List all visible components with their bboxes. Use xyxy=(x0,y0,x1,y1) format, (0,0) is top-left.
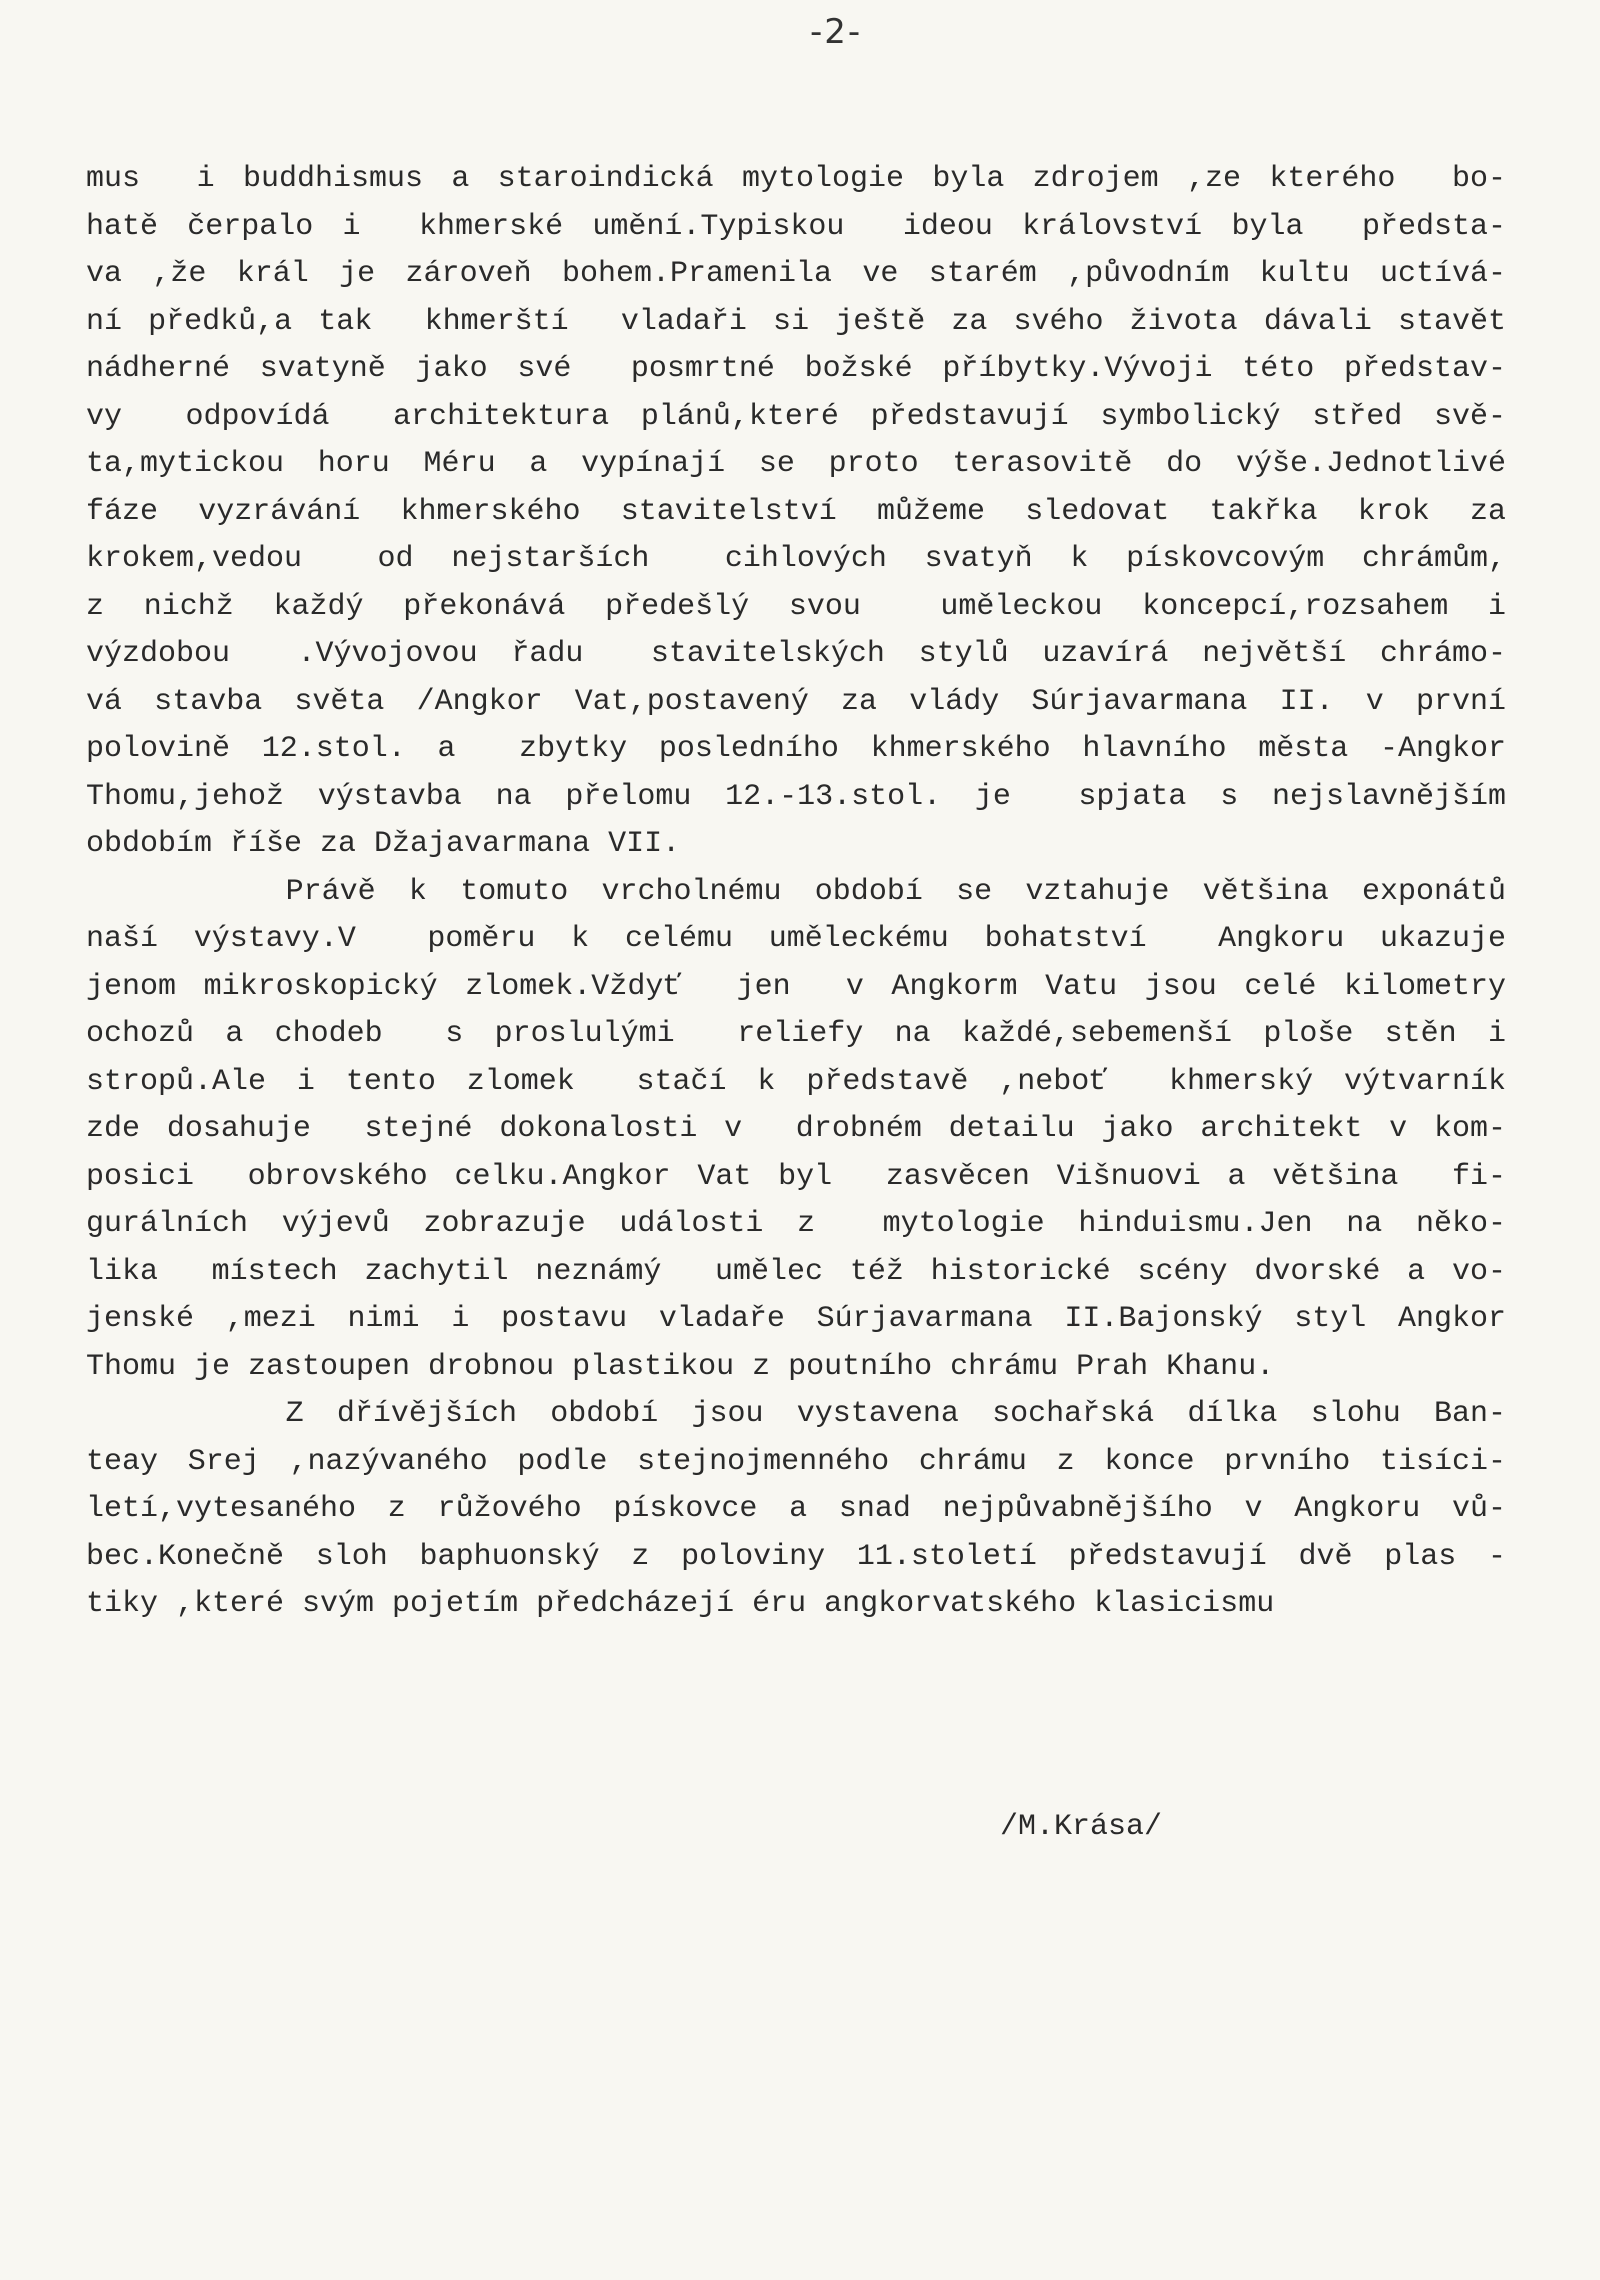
text-line: Thomu je zastoupen drobnou plastikou z poutního chrámu Prah Khanu. xyxy=(86,1349,1275,1384)
text-line: hatě čerpalo i khmerské umění.Typiskou ideou království byla předsta- xyxy=(86,209,1506,244)
text-line: nádherné svatyně jako své posmrtné božské příbytky.Vývoji této představ- xyxy=(86,352,1506,386)
text-line: krokem,vedou od nejstarších cihlových svatyň k pískovcovým chrámům, xyxy=(86,542,1506,576)
text-line: jenom mikroskopický zlomek.Vždyť jen v Angkorm Vatu jsou celé kilometry xyxy=(86,969,1506,1004)
text-line: gurálních výjevů zobrazuje události z mytologie hinduismu.Jen na něko- xyxy=(86,1207,1506,1241)
body-text xyxy=(86,156,1506,1629)
text-line: vy odpovídá architektura plánů,které představují symbolický střed svě- xyxy=(86,399,1506,434)
text-line: naší výstavy.V poměru k celému uměleckému bohatství Angkoru ukazuje xyxy=(86,922,1506,956)
author-signature: /M.Krása/ xyxy=(1000,1810,1163,1844)
text-line: va ,že král je zároveň bohem.Pramenila ve starém ,původním kultu uctívá- xyxy=(86,257,1506,291)
text-line: Z dřívějších období jsou vystavena sochařská dílka slohu Ban- xyxy=(86,1397,1506,1431)
text-line: ní předků,a tak khmerští vladaři si ještě za svého života dávali stavět xyxy=(86,304,1506,339)
text-line: výzdobou .Vývojovou řadu stavitelských stylů uzavírá největší chrámo- xyxy=(86,637,1506,671)
text-line: tiky ,které svým pojetím předcházejí éru angkorvatského klasicismu xyxy=(86,1587,1275,1621)
text-line: stropů.Ale i tento zlomek stačí k představě ,neboť khmerský výtvarník xyxy=(86,1064,1506,1099)
page-number: -2- xyxy=(810,12,863,52)
text-line: jenské ,mezi nimi i postavu vladaře Súrjavarmana II.Bajonský styl Angkor xyxy=(86,1302,1506,1336)
text-line: obdobím říše za Džajavarmana VII. xyxy=(86,827,681,861)
text-line: posici obrovského celku.Angkor Vat byl zasvěcen Višnuovi a většina fi- xyxy=(86,1159,1506,1194)
text-line: Thomu,jehož výstavba na přelomu 12.-13.stol. je spjata s nejslavnějším xyxy=(86,779,1506,814)
text-line: teay Srej ,nazývaného podle stejnojmenného chrámu z konce prvního tisíci- xyxy=(86,1444,1506,1479)
text-line: letí,vytesaného z růžového pískovce a snad nejpůvabnějšího v Angkoru vů- xyxy=(86,1492,1506,1526)
text-line: bec.Konečně sloh baphuonský z poloviny 11.století představují dvě plas - xyxy=(86,1539,1506,1574)
text-line: ta,mytickou horu Méru a vypínají se proto terasovitě do výše.Jednotlivé xyxy=(86,447,1506,481)
text-line: z nichž každý překonává předešlý svou uměleckou koncepcí,rozsahem i xyxy=(86,589,1506,624)
text-line: polovině 12.stol. a zbytky posledního khmerského hlavního města -Angkor xyxy=(86,732,1506,766)
text-line: ochozů a chodeb s proslulými reliefy na každé,sebemenší ploše stěn i xyxy=(86,1017,1506,1051)
text-line: Právě k tomuto vrcholnému období se vztahuje většina exponátů xyxy=(86,874,1506,909)
text-line: mus i buddhismus a staroindická mytologie byla zdrojem ,ze kterého bo- xyxy=(86,162,1506,196)
text-line: vá stavba světa /Angkor Vat,postavený za vlády Súrjavarmana II. v první xyxy=(86,684,1506,719)
text-line: fáze vyzrávání khmerského stavitelství můžeme sledovat takřka krok za xyxy=(86,494,1506,529)
text-line: zde dosahuje stejné dokonalosti v drobném detailu jako architekt v kom- xyxy=(86,1112,1506,1146)
text-line: lika místech zachytil neznámý umělec též historické scény dvorské a vo- xyxy=(86,1254,1506,1289)
